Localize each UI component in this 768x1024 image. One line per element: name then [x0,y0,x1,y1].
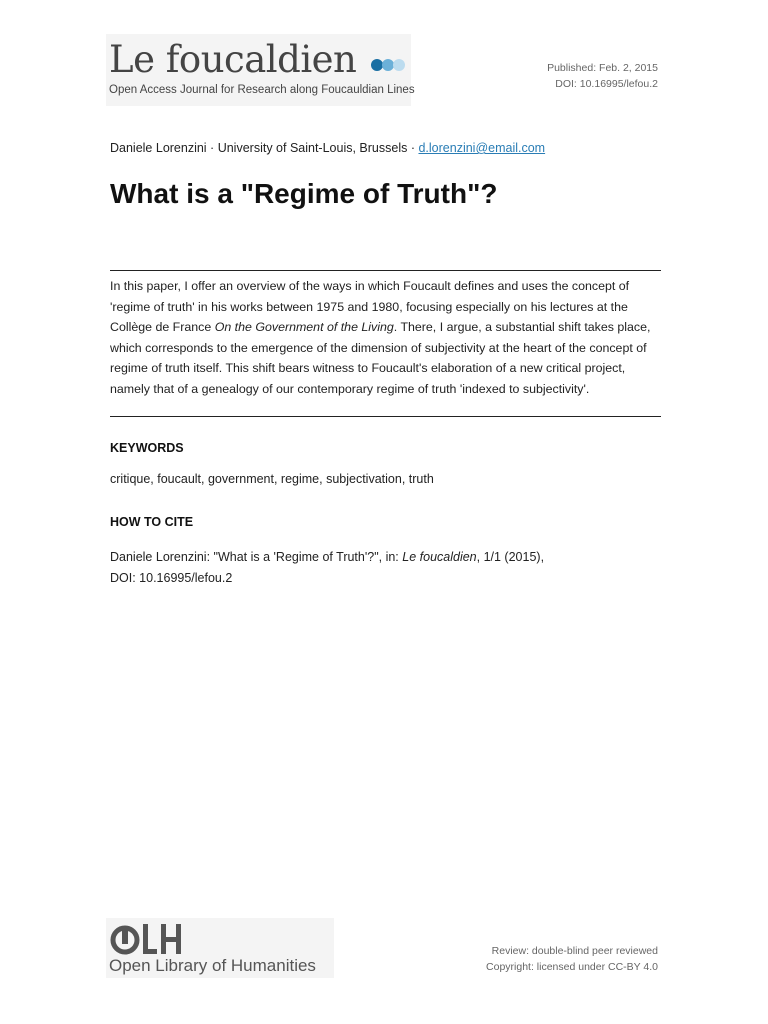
abstract-box [110,270,661,417]
keywords-heading: KEYWORDS [110,441,184,455]
olh-mark-icon [110,922,190,958]
citation-text: Daniele Lorenzini: "What is a 'Regime of Truth'?", in: Le foucaldien, 1/1 (2015), DOI: 10.16995/lefou.2 [110,550,545,585]
journal-masthead [106,34,415,106]
author-byline [110,141,545,155]
abstract-text: In this paper, I offer an overview of the ways in which Foucault defines and uses the concept of 'regime of truth' in his works between 1975 and 1980, focusing especially on his lectures at the Collège de France On the Government of the Living. There, I argue, a substantial shift takes place, which corresponds to the emergence of the dimension of subjectivity at the heart of the concept of regime of truth itself. This shift bears witness to Foucault's elaboration of a new critical project, namely that of a genealogy of our contemporary regime of truth 'indexed to subjectivity'. [110,279,651,396]
footer-meta [486,943,658,975]
abstract-italic-title: On the Government of the Living [214,320,394,335]
article-title: What is a "Regime of Truth"? [110,178,498,209]
author-email-link[interactable]: d.lorenzini@email.com [418,141,546,155]
keywords-list: critique, foucault, government, regime, subjectivation, truth [110,472,434,486]
citation-doi: DOI: 10.16995/lefou.2 [110,571,233,585]
header-doi: DOI: 10.16995/lefou.2 [555,78,658,90]
how-to-cite-heading: HOW TO CITE [110,515,194,529]
author-affiliation: Daniele Lorenzini · University of Saint-Louis, Brussels · [110,141,419,155]
copyright-info: Copyright: licensed under CC-BY 4.0 [486,961,658,973]
journal-name: Le foucaldien [109,38,357,81]
publisher-name: Open Library of Humanities [109,956,316,975]
review-info: Review: double-blind peer reviewed [491,945,658,957]
olh-logo [106,918,334,978]
journal-tagline: Open Access Journal for Research along Foucauldian Lines [109,84,415,96]
published-date: Published: Feb. 2, 2015 [547,62,658,74]
journal-logo-dots-icon [370,58,410,72]
publication-meta [547,60,658,92]
citation-journal: Le foucaldien [402,550,477,564]
